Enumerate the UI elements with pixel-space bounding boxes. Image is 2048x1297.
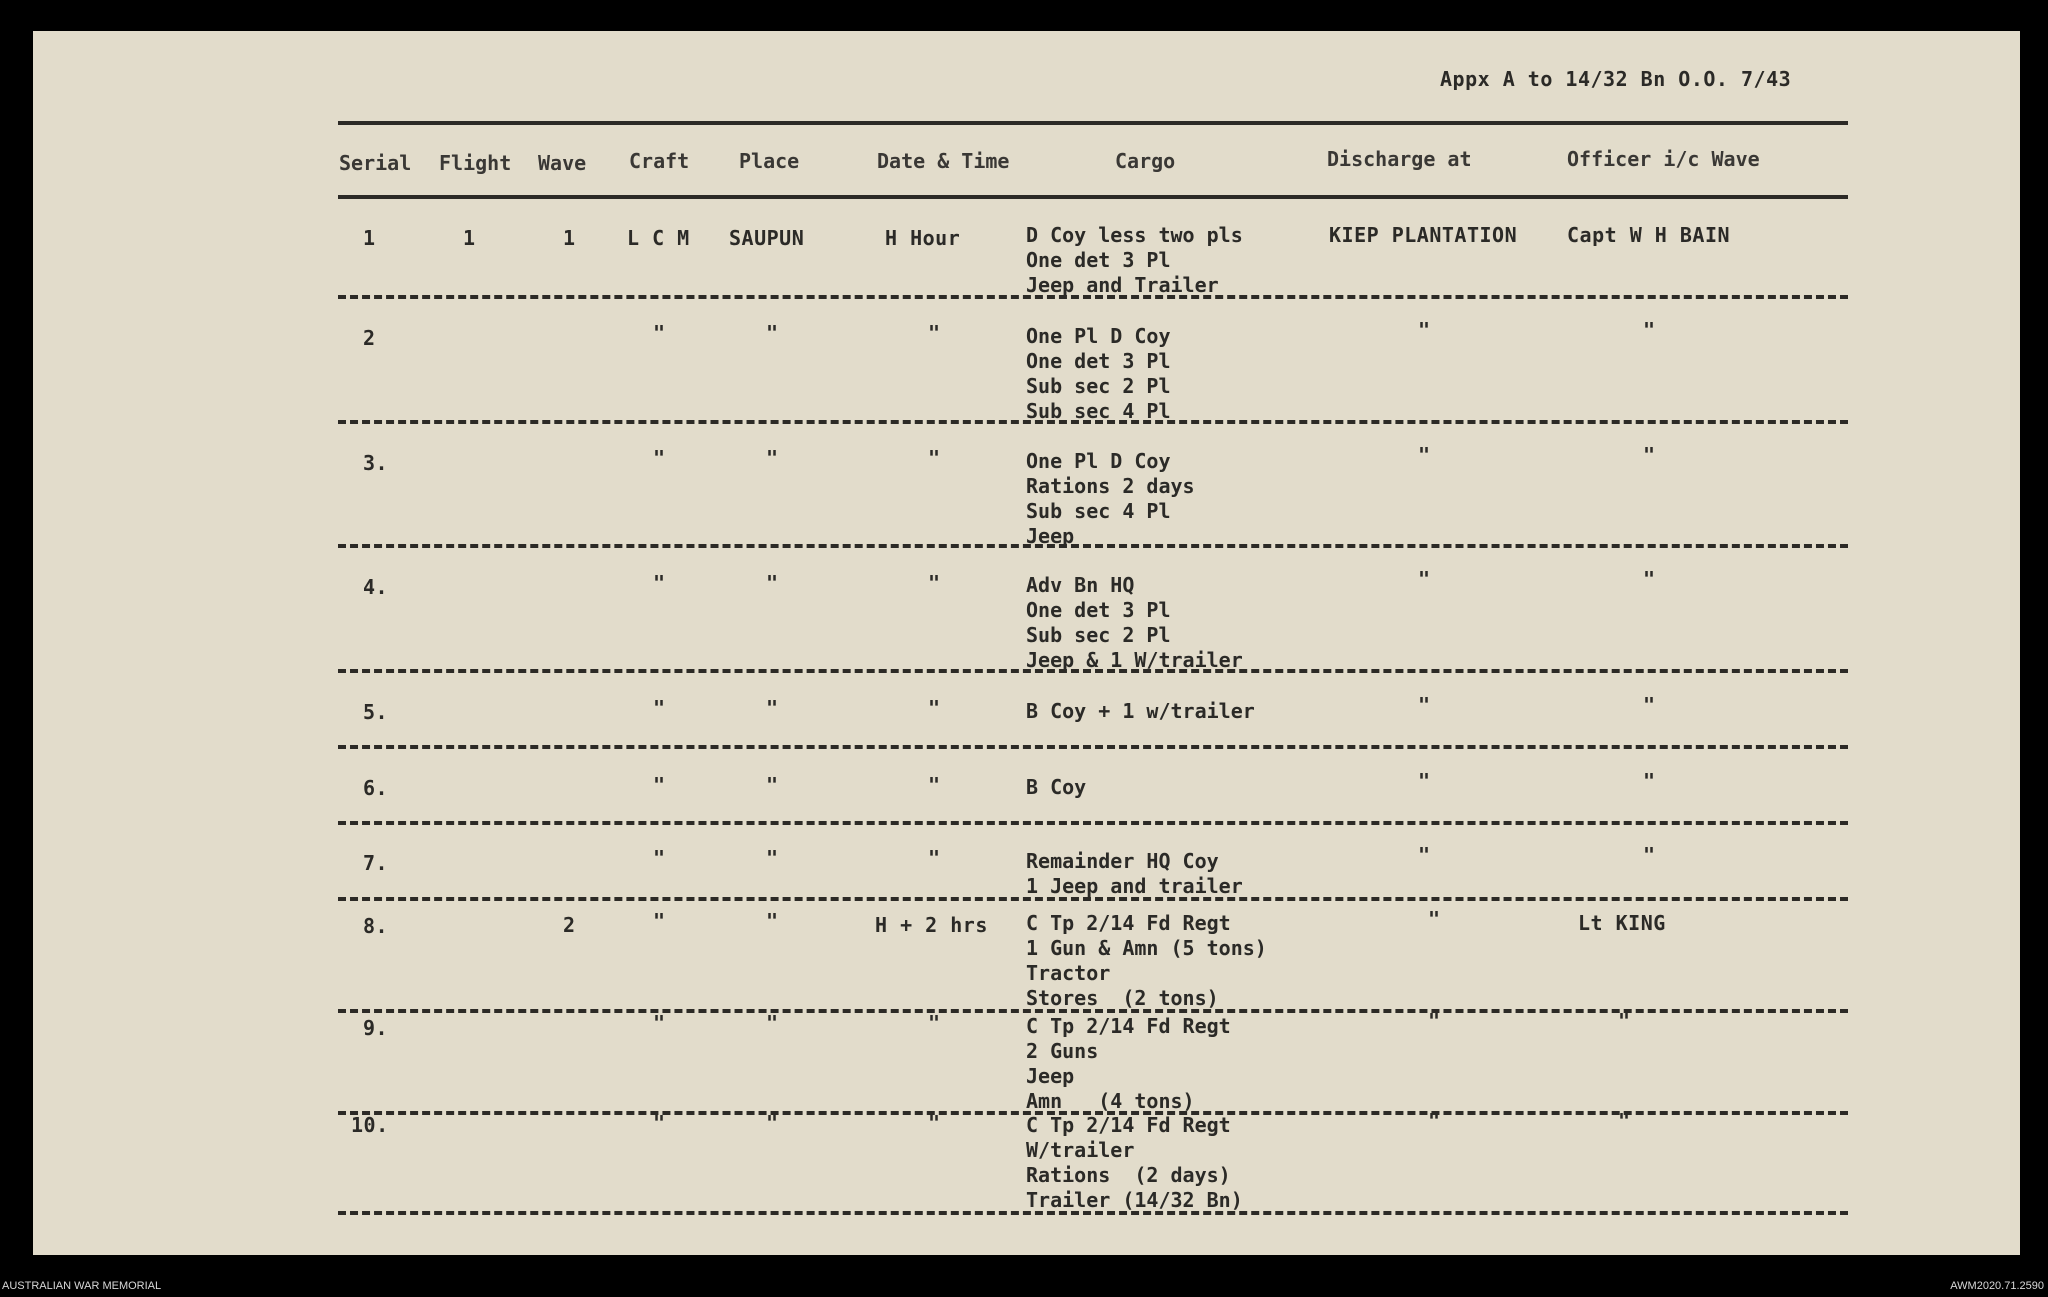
wave-cell: 2 [563, 913, 576, 937]
place-ditto: " [766, 571, 779, 595]
officer-ditto: " [1643, 567, 1656, 591]
row-divider [338, 420, 1848, 424]
cargo-line: Sub sec 4 Pl [1026, 499, 1171, 523]
discharge-ditto: " [1418, 843, 1431, 867]
craft-ditto: " [653, 773, 666, 797]
cargo-line: D Coy less two pls [1026, 223, 1243, 247]
officer-ditto: " [1643, 318, 1656, 342]
cargo-line: 1 Jeep and trailer [1026, 874, 1243, 898]
header-officer: Officer i/c Wave [1567, 147, 1760, 171]
place-ditto: " [766, 1111, 779, 1135]
officer-ditto: " [1618, 1009, 1631, 1033]
place-ditto: " [766, 446, 779, 470]
serial-cell: 8. [363, 914, 389, 938]
craft-ditto: " [653, 696, 666, 720]
cargo-line: C Tp 2/14 Fd Regt [1026, 911, 1231, 935]
craft-cell: L C M [627, 226, 690, 250]
discharge-ditto: " [1428, 907, 1441, 931]
flight-cell: 1 [463, 226, 476, 250]
row-divider [338, 544, 1848, 548]
officer-ditto: " [1618, 1109, 1631, 1133]
officer-ditto: " [1643, 769, 1656, 793]
cargo-line: C Tp 2/14 Fd Regt [1026, 1113, 1231, 1137]
discharge-ditto: " [1418, 318, 1431, 342]
datetime-ditto: " [928, 1111, 941, 1135]
cargo-line: Sub sec 2 Pl [1026, 623, 1171, 647]
row-divider [338, 295, 1848, 299]
craft-ditto: " [653, 446, 666, 470]
craft-ditto: " [653, 321, 666, 345]
header-bottom-rule [338, 195, 1848, 199]
datetime-ditto: " [928, 696, 941, 720]
datetime-ditto: " [928, 773, 941, 797]
datetime-ditto: " [928, 571, 941, 595]
place-ditto: " [766, 773, 779, 797]
officer-cell: Lt KING [1578, 911, 1666, 935]
officer-cell: Capt W H BAIN [1567, 223, 1731, 247]
catalog-number: AWM2020.71.2590 [1950, 1280, 2044, 1292]
header-place: Place [739, 149, 800, 173]
craft-ditto: " [653, 1011, 666, 1035]
cargo-line: 1 Gun & Amn (5 tons) [1026, 936, 1267, 960]
serial-cell: 4. [363, 575, 389, 599]
craft-ditto: " [653, 846, 666, 870]
row-divider [338, 897, 1848, 901]
cargo-line: Jeep & 1 W/trailer [1026, 648, 1243, 672]
cargo-line: W/trailer [1026, 1138, 1135, 1162]
discharge-ditto: " [1418, 693, 1431, 717]
serial-cell: 5. [363, 700, 389, 724]
craft-ditto: " [653, 1111, 666, 1135]
cargo-line: Rations (2 days) [1026, 1163, 1231, 1187]
place-ditto: " [766, 1011, 779, 1035]
header-date-time: Date & Time [877, 149, 1010, 173]
cargo-line: C Tp 2/14 Fd Regt [1026, 1014, 1231, 1038]
header-discharge-at: Discharge at [1327, 147, 1472, 171]
cargo-line: Trailer (14/32 Bn) [1026, 1188, 1243, 1212]
cargo-line: Amn (4 tons) [1026, 1089, 1195, 1113]
serial-cell: 9. [363, 1016, 389, 1040]
cargo-line: One det 3 Pl [1026, 349, 1171, 373]
officer-ditto: " [1643, 843, 1656, 867]
cargo-line: Sub sec 2 Pl [1026, 374, 1171, 398]
place-ditto: " [766, 696, 779, 720]
discharge-ditto: " [1418, 567, 1431, 591]
serial-cell: 6. [363, 776, 389, 800]
datetime-cell: H Hour [885, 226, 961, 250]
cargo-line: B Coy + 1 w/trailer [1026, 699, 1255, 723]
craft-ditto: " [653, 909, 666, 933]
header-wave: Wave [538, 151, 587, 175]
row-divider [338, 821, 1848, 825]
cargo-line: One det 3 Pl [1026, 248, 1171, 272]
cargo-line: Jeep and Trailer [1026, 273, 1219, 297]
discharge-ditto: " [1418, 769, 1431, 793]
serial-cell: 7. [363, 851, 389, 875]
document-reference: Appx A to 14/32 Bn O.O. 7/43 [1440, 67, 1792, 91]
header-flight: Flight [439, 151, 512, 175]
cargo-line: Jeep [1026, 524, 1075, 548]
datetime-cell: H + 2 hrs [875, 913, 988, 937]
wave-cell: 1 [563, 226, 576, 250]
cargo-line: Tractor [1026, 961, 1111, 985]
header-craft: Craft [629, 149, 690, 173]
place-ditto: " [766, 321, 779, 345]
datetime-ditto: " [928, 446, 941, 470]
row-divider [338, 1211, 1848, 1215]
serial-cell: 3. [363, 451, 389, 475]
datetime-ditto: " [928, 1011, 941, 1035]
row-divider [338, 745, 1848, 749]
cargo-line: B Coy [1026, 775, 1087, 799]
cargo-line: Remainder HQ Coy [1026, 849, 1219, 873]
officer-ditto: " [1643, 693, 1656, 717]
archive-label: AUSTRALIAN WAR MEMORIAL [2, 1280, 162, 1292]
header-top-rule [338, 121, 1848, 125]
cargo-line: Sub sec 4 Pl [1026, 399, 1171, 423]
discharge-ditto: " [1428, 1109, 1441, 1133]
cargo-line: Adv Bn HQ [1026, 573, 1135, 597]
discharge-cell: KIEP PLANTATION [1329, 223, 1518, 247]
cargo-line: Jeep [1026, 1064, 1075, 1088]
row-divider [338, 669, 1848, 673]
cargo-line: One Pl D Coy [1026, 449, 1171, 473]
serial-cell: 1 [363, 226, 376, 250]
serial-cell: 2 [363, 326, 376, 350]
place-ditto: " [766, 846, 779, 870]
header-cargo: Cargo [1115, 149, 1176, 173]
header-serial: Serial [339, 151, 412, 175]
datetime-ditto: " [928, 846, 941, 870]
place-cell: SAUPUN [729, 226, 805, 250]
discharge-ditto: " [1418, 443, 1431, 467]
document-page [33, 31, 2020, 1255]
serial-cell: 10. [351, 1113, 389, 1137]
craft-ditto: " [653, 571, 666, 595]
discharge-ditto: " [1428, 1009, 1441, 1033]
cargo-line: 2 Guns [1026, 1039, 1099, 1063]
cargo-line: One det 3 Pl [1026, 598, 1171, 622]
datetime-ditto: " [928, 321, 941, 345]
cargo-line: Rations 2 days [1026, 474, 1195, 498]
cargo-line: Stores (2 tons) [1026, 986, 1219, 1010]
place-ditto: " [766, 909, 779, 933]
cargo-line: One Pl D Coy [1026, 324, 1171, 348]
officer-ditto: " [1643, 443, 1656, 467]
